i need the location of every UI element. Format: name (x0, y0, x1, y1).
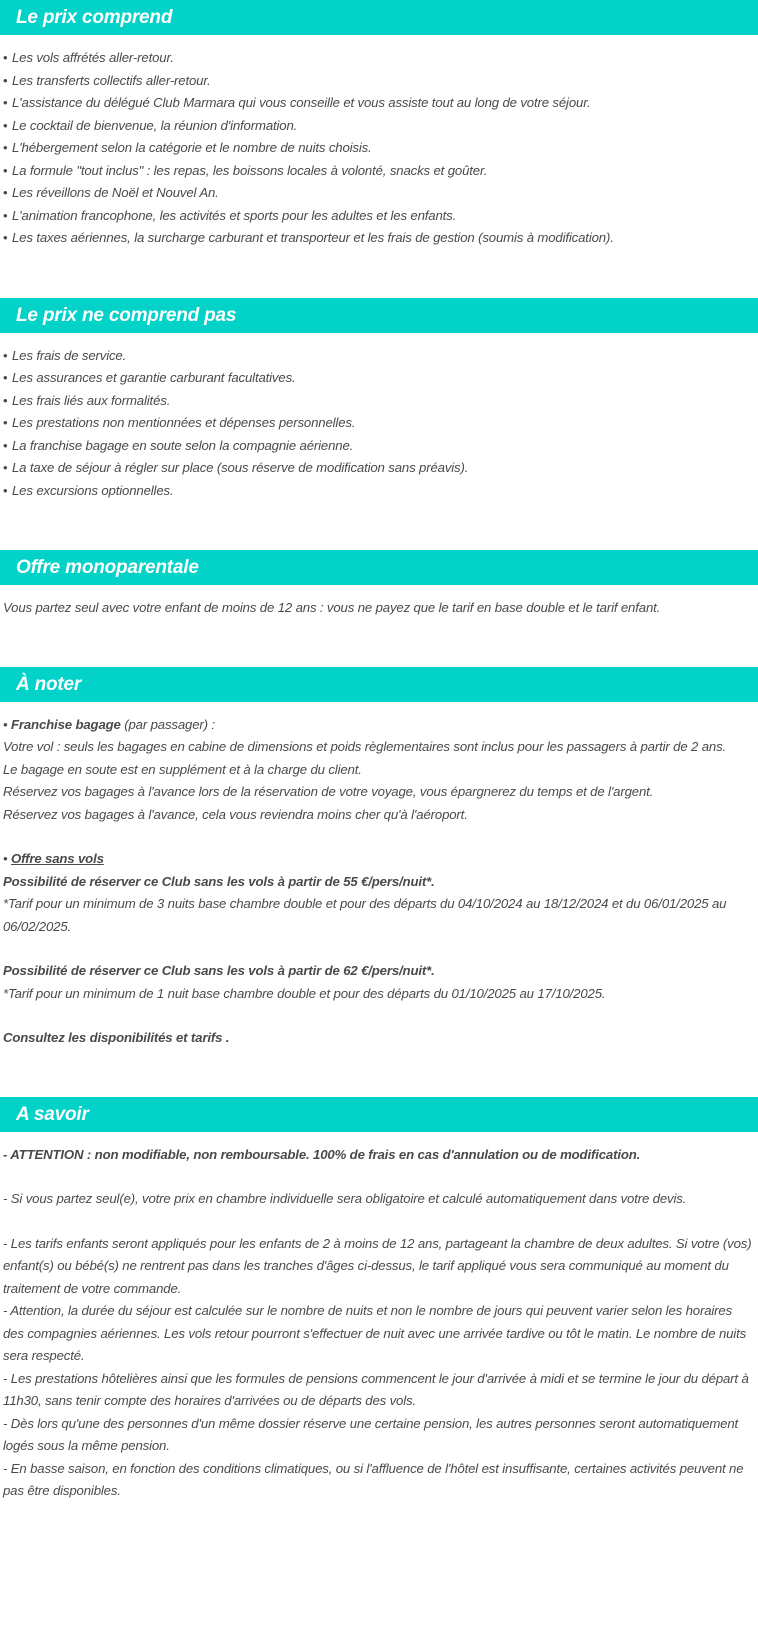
section-title-le-prix-ne-comprend-pas: Le prix ne comprend pas (0, 298, 758, 333)
list-item: • La formule "tout inclus" : les repas, les boissons locales à volonté, snacks et goûter. (3, 160, 754, 183)
bullet-glyph: • (3, 851, 11, 866)
bullet-glyph: • (3, 716, 11, 732)
section-body-a-savoir (0, 1144, 758, 1503)
list-item: • Les excursions optionnelles. (3, 480, 754, 503)
baggage-heading-suffix: (par passager) : (120, 716, 215, 732)
section-offre-monoparentale (0, 550, 758, 620)
section-spacer (0, 1050, 758, 1097)
list-item: • Les taxes aériennes, la surcharge carburant et transporteur et les frais de gestion (soumis à modification). (3, 227, 754, 250)
section-spacer (0, 250, 758, 298)
offer-headline: Possibilité de réserver ce Club sans les vols à partir de 62 €/pers/nuit*. (3, 963, 435, 978)
savoir-paragraph: - Dès lors qu'une des personnes d'un même dossier réserve une certaine pension, les autres personnes seront automatiquement logés sous la même pension. (3, 1415, 739, 1453)
spacer (0, 333, 758, 345)
offre-sans-vols-heading (3, 848, 754, 871)
list-item: • Les vols affrétés aller-retour. (3, 47, 754, 70)
offre-sans-vols-label: Offre sans vols (10, 851, 104, 866)
savoir-paragraph: - Si vous partez seul(e), votre prix en chambre individuelle sera obligatoire et calculé automatiquement dans votre devis. (3, 1191, 687, 1206)
baggage-line: Réservez vos bagages à l'avance, cela vous reviendra moins cher qu'à l'aéroport. (3, 806, 468, 822)
spacer (3, 1005, 754, 1027)
spacer (0, 702, 758, 714)
monoparental-paragraph: Vous partez seul avec votre enfant de moins de 12 ans : vous ne payez que le tarif en base double et le tarif enfant. (3, 600, 661, 615)
list-item: • Les prestations non mentionnées et dépenses personnelles. (3, 412, 754, 435)
section-spacer (0, 620, 758, 667)
offer-headline: Possibilité de réserver ce Club sans les vols à partir de 55 €/pers/nuit*. (3, 873, 435, 889)
section-body-le-prix-comprend (0, 47, 758, 250)
attention-notice: - ATTENTION : non modifiable, non remboursable. 100% de frais en cas d'annulation ou de modification. (3, 1146, 641, 1162)
list-item: • Les assurances et garantie carburant facultatives. (3, 367, 754, 390)
spacer (0, 35, 758, 47)
consult-availability-line (3, 1027, 754, 1050)
list-item: • Les transferts collectifs aller-retour. (3, 70, 754, 93)
baggage-heading (3, 714, 754, 737)
savoir-paragraph: - Attention, la durée du séjour est calculée sur le nombre de nuits et non le nombre de jours qui peuvent varier selon les horaires des compagnies aériennes. Les vols retour pourront s'effectuer de nuit avec une arrivée tardive ou tôt le matin. Le nombre de nuits sera respecté. (3, 1303, 747, 1363)
section-a-savoir (0, 1097, 758, 1503)
spacer (0, 585, 758, 597)
list-item: • L'animation francophone, les activités et sports pour les adultes et les enfants. (3, 205, 754, 228)
list-item: • Les frais liés aux formalités. (3, 390, 754, 413)
section-title-offre-monoparentale: Offre monoparentale (0, 550, 758, 585)
list-item: • La franchise bagage en soute selon la compagnie aérienne. (3, 435, 754, 458)
consult-availability-suffix: . (222, 1030, 230, 1045)
section-title-le-prix-comprend: Le prix comprend (0, 0, 758, 35)
section-title-a-savoir: A savoir (0, 1097, 758, 1132)
section-a-noter (0, 667, 758, 1050)
offer-note: *Tarif pour un minimum de 1 nuit base chambre double et pour des départs du 01/10/2025 au 17/10/2025. (3, 985, 606, 1001)
consult-availability-link[interactable]: Consultez les disponibilités et tarifs (3, 1030, 223, 1045)
offer-note: *Tarif pour un minimum de 3 nuits base chambre double et pour des départs du 04/10/2024 au 18/12/2024 et du 06/01/2025 au 06/02/2025. (3, 896, 727, 934)
excluded-list (3, 345, 754, 503)
list-item: • Les réveillons de Noël et Nouvel An. (3, 182, 754, 205)
section-le-prix-ne-comprend-pas (0, 298, 758, 503)
section-le-prix-comprend (0, 0, 758, 250)
baggage-heading-label: Franchise bagage (10, 716, 121, 732)
list-item: • L'assistance du délégué Club Marmara qui vous conseille et vous assiste tout au long de votre séjour. (3, 92, 754, 115)
baggage-line: Réservez vos bagages à l'avance lors de la réservation de votre voyage, vous épargnerez du temps et de l'argent. (3, 784, 654, 799)
included-list (3, 47, 754, 250)
baggage-line: Votre vol : seuls les bagages en cabine de dimensions et poids règlementaires sont inclus pour les passagers à partir de 2 ans. (3, 739, 727, 754)
savoir-paragraph: - Les tarifs enfants seront appliqués pour les enfants de 2 à moins de 12 ans, partageant la chambre de deux adultes. Si votre (vos) enfant(s) ou bébé(s) ne rentrent pas dans les tranches d'âges ci-dessus, le tarif appliqué vous sera communiqué au moment du traitement de votre commande. (3, 1235, 752, 1296)
list-item: • La taxe de séjour à régler sur place (sous réserve de modification sans préavis). (3, 457, 754, 480)
section-spacer (0, 502, 758, 550)
spacer (3, 1166, 754, 1188)
list-item: • Les frais de service. (3, 345, 754, 368)
section-title-a-noter: À noter (0, 667, 758, 702)
section-body-a-noter (0, 714, 758, 1050)
savoir-paragraph: - En basse saison, en fonction des conditions climatiques, ou si l'affluence de l'hôtel est insuffisante, certaines activités peuvent ne pas être disponibles. (3, 1460, 744, 1498)
spacer (0, 1132, 758, 1144)
spacer (3, 826, 754, 848)
spacer (3, 1211, 754, 1233)
baggage-line: Le bagage en soute est en supplément et à la charge du client. (3, 761, 362, 777)
section-body-le-prix-ne-comprend-pas (0, 345, 758, 503)
spacer (3, 938, 754, 960)
savoir-paragraph: - Les prestations hôtelières ainsi que les formules de pensions commencent le jour d'arrivée à midi et se termine le jour du départ à 11h30, sans tenir compte des horaires d'arrivées ou de départs des vols. (3, 1370, 749, 1408)
list-item: • L'hébergement selon la catégorie et le nombre de nuits choisis. (3, 137, 754, 160)
list-item: • Le cocktail de bienvenue, la réunion d'information. (3, 115, 754, 138)
section-body-offre-monoparentale (0, 597, 758, 620)
